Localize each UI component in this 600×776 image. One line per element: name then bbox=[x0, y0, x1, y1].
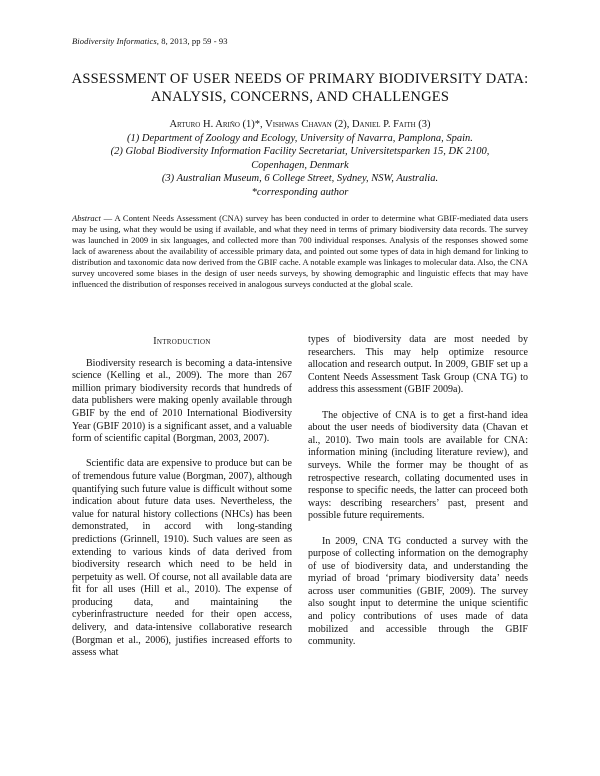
affiliation-2-cont: Copenhagen, Denmark bbox=[251, 159, 349, 171]
affiliation-2: (2) Global Biodiversity Information Facility Secretariat, Universitetsparken 15, DK 2100, bbox=[110, 146, 490, 158]
journal-name: Biodiversity Informatics, bbox=[72, 36, 160, 46]
authors-text: Arturo H. Ariño (1)*, Vishwas Chavan (2), Daniel P. Faith (3) bbox=[169, 119, 431, 130]
paragraph: Biodiversity research is becoming a data-intensive science (Kelling et al., 2009). The more than 267 million primary biodiversity records that hundreds of data publishers were making openly available through GBIF by the end of 2010 International Biodiversity Year (GBIF 2010) is a significant asset, and a valuable form of scientific capital (Borgman, 2003, 2007). bbox=[72, 357, 292, 445]
abstract-text: — A Content Needs Assessment (CNA) survey has been conducted in order to determine what GBIF-mediated data users may be using, what they would be using if available, and what they need in terms of primary biodiversity data records. The survey was launched in 2009 in six languages, and collected more than 700 individual responses. Analysis of the responses showed some lack of awareness about the availability of accessible primary data, and pointed out some types of data in high demand for linking to distribution and taxonomic data now derived from the GBIF cache. A notable example was linkages to molecular data. Also, the CNA survey uncovered some biases in the design of user needs surveys, by showing demographic and linguistic effects that may have influenced the distribution of responses received in analogous surveys conducted at the global scale. bbox=[72, 213, 528, 289]
title-line-2: ANALYSIS, CONCERNS, AND CHALLENGES bbox=[150, 89, 450, 105]
abstract-label: Abstract bbox=[72, 213, 101, 223]
paragraph: In 2009, CNA TG conducted a survey with the purpose of collecting information on the demography of use of biodiversity data, and understanding the myriad of broad ‘primary biodiversity data’ needs across user communities (GBIF, 2009). The survey also sought input to determine the unique scientific and policy contributions of uses made of data mobilized and accessible through the GBIF community. bbox=[308, 535, 528, 648]
paper-title bbox=[60, 70, 540, 106]
section-heading-introduction: Introduction bbox=[153, 336, 211, 347]
abstract bbox=[72, 213, 528, 290]
affiliations bbox=[60, 132, 540, 199]
title-line-1: ASSESSMENT OF USER NEEDS OF PRIMARY BIODIVERSITY DATA: bbox=[71, 71, 529, 87]
paragraph: Scientific data are expensive to produce but can be of tremendous future value (Borgman, 2007), although quantifying such future value is difficult without some indication about future data uses. Nevertheless, the value for natural history collections (NHCs) has been demonstrated, in accord with long-standing predictions (Grinnell, 1910). Such values are seen as extending to various kinds of data derived from biodiversity research which need to be held in perpetuity as well. Of course, not all available data are fit for all uses (Hill et al., 2010). The expense of producing data, and maintaining the cyberinfrastructure needed for their open access, delivery, and data-intensive collaborative research (Borgman et al., 2006), justifies increased efforts to assess what bbox=[72, 458, 292, 659]
running-head bbox=[72, 36, 228, 46]
right-column bbox=[308, 334, 528, 661]
issue-pages: 8, 2013, pp 59 - 93 bbox=[159, 36, 228, 46]
paragraph: types of biodiversity data are most needed by researchers. This may help optimize resource allocation and research output. In 2009, GBIF set up a Content Needs Assessment Task Group (CNA TG) to address this assessment (GBIF 2009a). bbox=[308, 334, 528, 396]
corresponding-author-note: *corresponding author bbox=[251, 186, 349, 198]
affiliation-3: (3) Australian Museum, 6 College Street, Sydney, NSW, Australia. bbox=[161, 173, 439, 185]
author-list bbox=[60, 118, 540, 131]
paragraph: The objective of CNA is to get a first-hand idea about the user needs of biodiversity data (Chavan et al., 2010). Two main tools are available for CNA: information mining (including literature review), and surveys. While the former may be thought of as retrospective research, collating documented uses in response to specific needs, the latter can proceed both ways: describing researchers’ past, present and possible future requirements. bbox=[308, 409, 528, 522]
affiliation-1: (1) Department of Zoology and Ecology, University of Navarra, Pamplona, Spain. bbox=[127, 133, 473, 144]
left-column bbox=[72, 336, 292, 672]
